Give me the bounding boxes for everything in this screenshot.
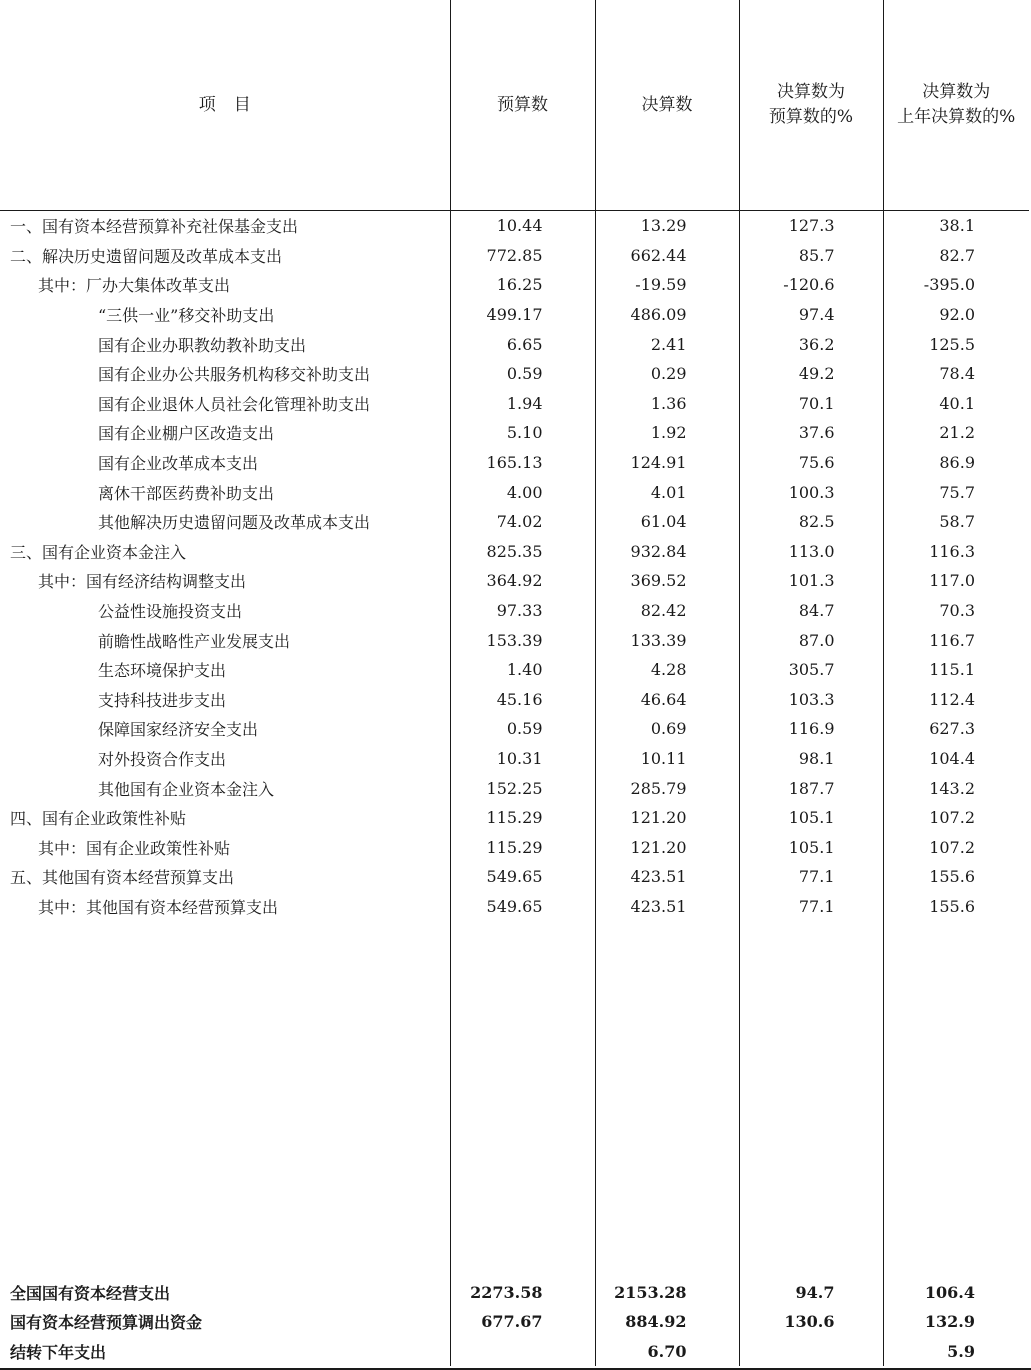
cell-pct-budget: 105.1	[739, 803, 883, 833]
spacer-cell	[595, 921, 739, 1277]
row-label: 支持科技进步支出	[98, 690, 227, 710]
cell-pct-prev: 106.4	[883, 1277, 1029, 1307]
header-pct-budget-line2: 预算数的%	[768, 107, 854, 127]
spacer-cell	[450, 921, 595, 1277]
cell-pct-prev: 5.9	[883, 1336, 1029, 1366]
cell-final: 884.92	[595, 1307, 739, 1337]
cell-pct-prev: 116.3	[883, 537, 1029, 567]
cell-pct-budget: 130.6	[739, 1307, 883, 1337]
cell-pct-prev: 58.7	[883, 507, 1029, 537]
table-row	[0, 211, 1029, 241]
table-row	[0, 537, 1029, 567]
row-label: 国有企业改革成本支出	[98, 454, 259, 474]
cell-budget: 2273.58	[450, 1277, 595, 1307]
table-row	[0, 507, 1029, 537]
cell-final: 2153.28	[595, 1277, 739, 1307]
cell-final: 1.36	[595, 389, 739, 419]
cell-final: -19.59	[595, 270, 739, 300]
table-row	[0, 329, 1029, 359]
cell-final: 121.20	[595, 832, 739, 862]
cell-budget: 6.65	[450, 329, 595, 359]
row-label: 二、解决历史遗留问题及改革成本支出	[10, 246, 283, 266]
cell-budget: 677.67	[450, 1307, 595, 1337]
table-row	[0, 300, 1029, 330]
spacer-cell	[883, 921, 1029, 1277]
cell-pct-budget: 98.1	[739, 744, 883, 774]
cell-budget: 1.94	[450, 389, 595, 419]
table-row	[0, 892, 1029, 922]
table-row	[0, 596, 1029, 626]
cell-budget: 165.13	[450, 448, 595, 478]
row-label: 国有企业棚户区改造支出	[98, 424, 275, 444]
cell-pct-budget: 103.3	[739, 685, 883, 715]
cell-pct-prev: -395.0	[883, 270, 1029, 300]
cell-budget: 115.29	[450, 832, 595, 862]
cell-final: 13.29	[595, 211, 739, 241]
cell-pct-budget: 77.1	[739, 862, 883, 892]
header-pct-prev-line2: 上年决算数的%	[897, 107, 1016, 127]
cell-pct-prev: 40.1	[883, 389, 1029, 419]
cell-budget: 364.92	[450, 566, 595, 596]
cell-pct-budget: -120.6	[739, 270, 883, 300]
cell-pct-prev: 82.7	[883, 241, 1029, 271]
cell-budget: 4.00	[450, 477, 595, 507]
cell-pct-budget: 82.5	[739, 507, 883, 537]
cell-pct-prev: 115.1	[883, 655, 1029, 685]
table-row	[0, 862, 1029, 892]
cell-final: 0.29	[595, 359, 739, 389]
cell-budget: 115.29	[450, 803, 595, 833]
cell-pct-budget: 75.6	[739, 448, 883, 478]
cell-pct-prev: 112.4	[883, 685, 1029, 715]
header-pct-prev	[883, 0, 1029, 211]
cell-budget: 74.02	[450, 507, 595, 537]
cell-final: 932.84	[595, 537, 739, 567]
cell-pct-budget: 49.2	[739, 359, 883, 389]
row-label: 保障国家经济安全支出	[98, 720, 259, 740]
row-label: 前瞻性战略性产业发展支出	[98, 631, 291, 651]
cell-budget: 152.25	[450, 773, 595, 803]
cell-pct-budget: 113.0	[739, 537, 883, 567]
cell-pct-budget: 36.2	[739, 329, 883, 359]
table-row	[0, 803, 1029, 833]
total-row	[0, 1307, 1029, 1337]
cell-pct-prev: 78.4	[883, 359, 1029, 389]
table-row	[0, 389, 1029, 419]
row-label: 国有企业办公共服务机构移交补助支出	[98, 365, 371, 385]
cell-budget: 0.59	[450, 359, 595, 389]
cell-pct-budget: 77.1	[739, 892, 883, 922]
cell-final: 2.41	[595, 329, 739, 359]
cell-budget: 499.17	[450, 300, 595, 330]
cell-pct-budget: 94.7	[739, 1277, 883, 1307]
cell-final: 4.28	[595, 655, 739, 685]
cell-final: 423.51	[595, 892, 739, 922]
cell-budget	[450, 1336, 595, 1366]
cell-pct-budget: 84.7	[739, 596, 883, 626]
cell-pct-prev: 107.2	[883, 832, 1029, 862]
row-label: 离休干部医药费补助支出	[98, 483, 275, 503]
cell-budget: 153.39	[450, 625, 595, 655]
cell-pct-budget: 87.0	[739, 625, 883, 655]
spacer-cell	[0, 921, 450, 1277]
cell-budget: 549.65	[450, 892, 595, 922]
cell-pct-prev: 21.2	[883, 418, 1029, 448]
cell-pct-prev: 155.6	[883, 892, 1029, 922]
cell-budget: 5.10	[450, 418, 595, 448]
cell-pct-prev: 75.7	[883, 477, 1029, 507]
cell-pct-budget	[739, 1336, 883, 1366]
row-label: “三供一业”移交补助支出	[98, 306, 275, 326]
cell-budget: 0.59	[450, 714, 595, 744]
cell-pct-budget: 85.7	[739, 241, 883, 271]
cell-pct-prev: 70.3	[883, 596, 1029, 626]
cell-pct-budget: 305.7	[739, 655, 883, 685]
cell-budget: 10.44	[450, 211, 595, 241]
cell-pct-prev: 38.1	[883, 211, 1029, 241]
table-row	[0, 359, 1029, 389]
header-pct-budget	[739, 0, 883, 211]
empty-spacer-row	[0, 921, 1029, 1277]
cell-budget: 16.25	[450, 270, 595, 300]
table-row	[0, 832, 1029, 862]
cell-pct-budget: 187.7	[739, 773, 883, 803]
cell-final: 369.52	[595, 566, 739, 596]
cell-pct-budget: 37.6	[739, 418, 883, 448]
table-row	[0, 270, 1029, 300]
cell-pct-prev: 627.3	[883, 714, 1029, 744]
row-label: 三、国有企业资本金注入	[10, 542, 187, 562]
table-row	[0, 625, 1029, 655]
table-row	[0, 744, 1029, 774]
cell-pct-prev: 125.5	[883, 329, 1029, 359]
cell-final: 662.44	[595, 241, 739, 271]
cell-pct-prev: 155.6	[883, 862, 1029, 892]
row-label: 其中：其他国有资本经营预算支出	[38, 897, 279, 917]
cell-budget: 549.65	[450, 862, 595, 892]
row-label: 一、国有资本经营预算补充社保基金支出	[10, 217, 299, 237]
table-row	[0, 714, 1029, 744]
table-header	[0, 0, 1029, 211]
row-label: 国有企业退休人员社会化管理补助支出	[98, 394, 371, 414]
table-row	[0, 418, 1029, 448]
table-body	[0, 211, 1029, 1367]
row-label: 其他国有企业资本金注入	[98, 779, 275, 799]
table-row	[0, 655, 1029, 685]
table-row	[0, 566, 1029, 596]
table-row	[0, 477, 1029, 507]
row-label: 国有资本经营预算调出资金	[10, 1313, 203, 1333]
table-row	[0, 773, 1029, 803]
row-label: 公益性设施投资支出	[98, 602, 243, 622]
cell-pct-prev: 92.0	[883, 300, 1029, 330]
header-pct-budget-line1: 决算数为	[777, 82, 845, 102]
cell-pct-prev: 104.4	[883, 744, 1029, 774]
row-label: 生态环境保护支出	[98, 661, 227, 681]
header-final: 决算数	[595, 0, 739, 211]
cell-pct-budget: 105.1	[739, 832, 883, 862]
row-label: 全国国有资本经营支出	[10, 1283, 171, 1303]
cell-pct-prev: 117.0	[883, 566, 1029, 596]
cell-final: 10.11	[595, 744, 739, 774]
spacer-cell	[739, 921, 883, 1277]
cell-final: 1.92	[595, 418, 739, 448]
table-row	[0, 448, 1029, 478]
cell-final: 6.70	[595, 1336, 739, 1366]
cell-final: 423.51	[595, 862, 739, 892]
total-row	[0, 1336, 1029, 1366]
row-label: 其中：国有企业政策性补贴	[38, 838, 231, 858]
cell-pct-budget: 100.3	[739, 477, 883, 507]
row-label: 其中：厂办大集体改革支出	[38, 276, 231, 296]
table-row	[0, 241, 1029, 271]
cell-pct-prev: 143.2	[883, 773, 1029, 803]
cell-final: 121.20	[595, 803, 739, 833]
cell-pct-budget: 101.3	[739, 566, 883, 596]
cell-pct-prev: 86.9	[883, 448, 1029, 478]
cell-budget: 825.35	[450, 537, 595, 567]
cell-pct-budget: 127.3	[739, 211, 883, 241]
cell-pct-prev: 107.2	[883, 803, 1029, 833]
row-label: 四、国有企业政策性补贴	[10, 809, 187, 829]
cell-pct-prev: 132.9	[883, 1307, 1029, 1337]
cell-budget: 45.16	[450, 685, 595, 715]
row-label: 其中：国有经济结构调整支出	[38, 572, 247, 592]
cell-pct-budget: 116.9	[739, 714, 883, 744]
row-label: 结转下年支出	[10, 1342, 107, 1362]
header-item: 项目	[0, 0, 450, 211]
row-label: 对外投资合作支出	[98, 749, 227, 769]
total-row	[0, 1277, 1029, 1307]
cell-budget: 10.31	[450, 744, 595, 774]
row-label: 其他解决历史遗留问题及改革成本支出	[98, 513, 371, 533]
row-label: 五、其他国有资本经营预算支出	[10, 868, 235, 888]
cell-pct-prev: 116.7	[883, 625, 1029, 655]
cell-final: 486.09	[595, 300, 739, 330]
cell-final: 0.69	[595, 714, 739, 744]
cell-budget: 97.33	[450, 596, 595, 626]
cell-pct-budget: 70.1	[739, 389, 883, 419]
cell-budget: 772.85	[450, 241, 595, 271]
cell-final: 133.39	[595, 625, 739, 655]
cell-pct-budget: 97.4	[739, 300, 883, 330]
header-budget: 预算数	[450, 0, 595, 211]
cell-final: 124.91	[595, 448, 739, 478]
header-pct-prev-line1: 决算数为	[922, 82, 991, 102]
table-row	[0, 685, 1029, 715]
cell-final: 46.64	[595, 685, 739, 715]
cell-final: 61.04	[595, 507, 739, 537]
cell-final: 4.01	[595, 477, 739, 507]
cell-budget: 1.40	[450, 655, 595, 685]
cell-final: 285.79	[595, 773, 739, 803]
row-label: 国有企业办职教幼教补助支出	[98, 335, 307, 355]
cell-final: 82.42	[595, 596, 739, 626]
